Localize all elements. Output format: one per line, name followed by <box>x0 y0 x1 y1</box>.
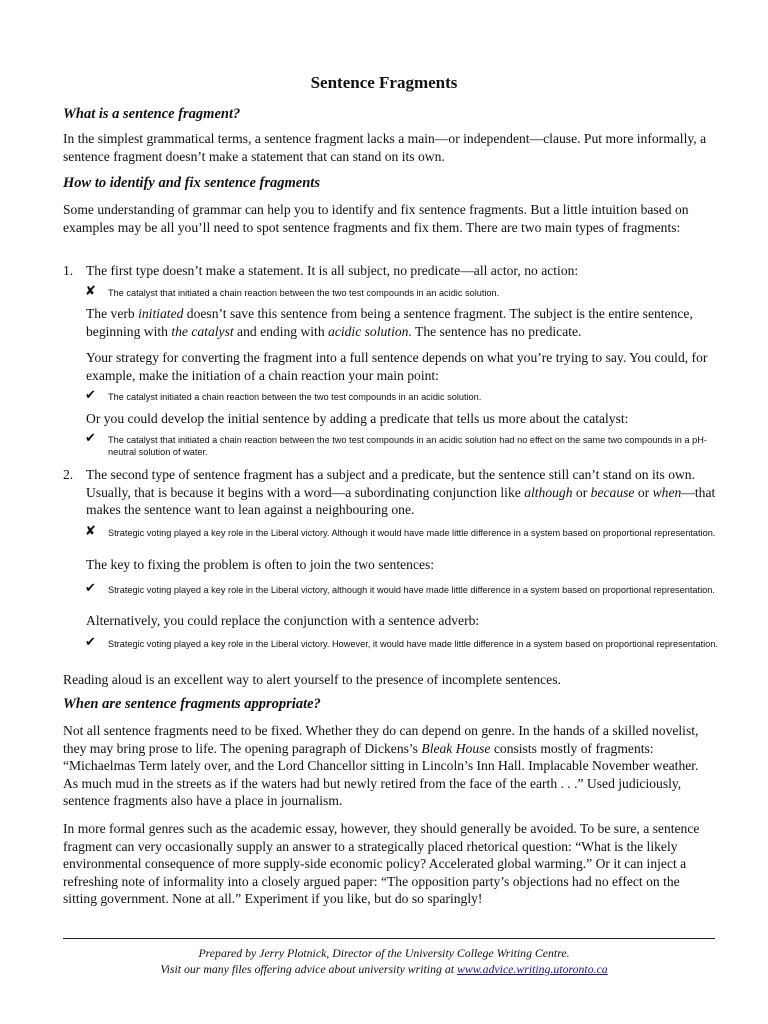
example-fixed-1a: The catalyst initiated a chain reaction between the two test compounds in an acidic solution. <box>108 392 482 402</box>
check-icon: ✔ <box>85 431 96 446</box>
item2-join: The key to fixing the problem is often to join the two sentences: <box>86 557 435 572</box>
example-fixed-2a: Strategic voting played a key role in the Liberal victory, although it would have made little difference in a system based on proportional representation. <box>108 585 715 595</box>
page-title: Sentence Fragments <box>310 73 458 92</box>
footer-visit: Visit our many files offering advice about university writing at www.advice.writing.utoronto.ca <box>160 962 608 976</box>
list-number-2: 2. <box>63 467 74 482</box>
example-fragment-2: Strategic voting played a key role in the Liberal victory. Although it would have made little difference in a system based on proportional representation. <box>108 528 716 538</box>
example-fixed-1b: The catalyst that initiated a chain reaction between the two test compounds in an acidic solution had no effect on the same two compounds in a pH-neutral solution of water. <box>108 435 707 457</box>
item1-explanation: The verb initiated doesn’t save this sentence from being a sentence fragment. The subject is the entire sentence, beginning with the catalyst and ending with acidic solution. The sentence has no predicate. <box>86 306 693 339</box>
check-icon: ✔ <box>85 388 96 403</box>
cross-icon: ✘ <box>85 284 96 299</box>
item1-strategy: Your strategy for converting the fragment into a full sentence depends on what you’re trying to say. You could, for example, make the initiation of a chain reaction your main point: <box>86 350 708 383</box>
paragraph-formal-genres: In more formal genres such as the academic essay, however, they should generally be avoided. To be sure, a sentence fragment can very occasionally supply an answer to a strategically placed rhetorical question: “What is the likely environmental consequence of more supply-side economic policy? Accelerated global warming.” Or it can inject a refreshing note of informality into a closely argued paper: “The opposition party’s objections had no effect on the sitting government. None at all.” Experiment if you like, but do so sparingly! <box>63 821 700 906</box>
heading-what-is: What is a sentence fragment? <box>63 106 241 122</box>
item2-adverb: Alternatively, you could replace the conjunction with a sentence adverb: <box>86 613 480 628</box>
heading-identify-fix: How to identify and fix sentence fragments <box>63 175 320 191</box>
item1-alternative: Or you could develop the initial sentence by adding a predicate that tells us more about the catalyst: <box>86 411 629 426</box>
footer-divider <box>63 938 715 939</box>
paragraph-intro: Some understanding of grammar can help you to identify and fix sentence fragments. But a little intuition based on examples may be all you’ll need to spot sentence fragments and fix them. There are two main types of fragments: <box>63 202 689 235</box>
footer-credit: Prepared by Jerry Plotnick, Director of the University College Writing Centre. <box>198 946 570 960</box>
list-number-1: 1. <box>63 263 74 278</box>
example-fixed-2b: Strategic voting played a key role in the Liberal victory. However, it would have made little difference in a system based on proportional representation. <box>108 639 718 649</box>
website-link[interactable]: www.advice.writing.utoronto.ca <box>456 962 608 976</box>
check-icon: ✔ <box>85 635 96 650</box>
paragraph-genre: Not all sentence fragments need to be fixed. Whether they do can depend on genre. In the hands of a skilled novelist, they may bring prose to life. The opening paragraph of Dickens’s Bleak House consists mostly of fragments: “Michaelmas Term lately over, and the Lord Chancellor sitting in Lincoln’s Inn Hall. Implacable November weather. As much mud in the streets as if the waters had but newly retired from the face of the earth . . .” Used judiciously, sentence fragments also have a place in journalism. <box>63 723 699 808</box>
item2-text: The second type of sentence fragment has a subject and a predicate, but the sentence still can’t stand on its own. Usually, that is because it begins with a word—a subordinating conjunction like although or because or when—that makes the sentence want to lean against a neighbouring one. <box>86 467 716 517</box>
cross-icon: ✘ <box>85 524 96 539</box>
example-fragment-1: The catalyst that initiated a chain reaction between the two test compounds in an acidic solution. <box>108 288 500 298</box>
check-icon: ✔ <box>85 581 96 596</box>
paragraph-reading-aloud: Reading aloud is an excellent way to alert yourself to the presence of incomplete sentences. <box>63 672 561 687</box>
item1-text: The first type doesn’t make a statement. It is all subject, no predicate—all actor, no action: <box>86 263 579 278</box>
heading-when-appropriate: When are sentence fragments appropriate? <box>63 696 321 712</box>
paragraph-definition: In the simplest grammatical terms, a sentence fragment lacks a main—or independent—clause. Put more informally, a sentence fragment doesn’t make a statement that can stand on its own. <box>63 131 707 164</box>
